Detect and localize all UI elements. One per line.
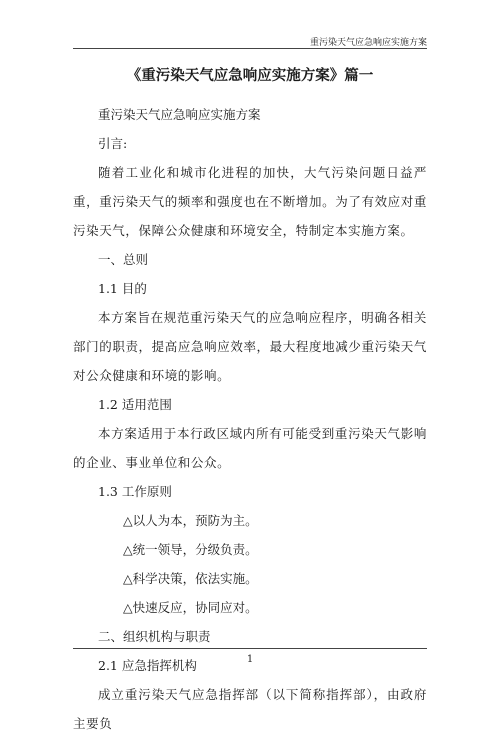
- paragraph-purpose: 本方案旨在规范重污染天气的应急响应程序，明确各相关部门的职责，提高应急响应效率，最大程度地减少重污染天气对公众健康和环境的影响。: [73, 310, 427, 383]
- section-heading-general: 一、总则: [98, 252, 149, 267]
- header-divider: [73, 48, 427, 49]
- principle-item: △科学决策，依法实施。: [123, 571, 258, 586]
- document-title: 《重污染天气应急响应实施方案》篇一: [126, 68, 374, 84]
- subsection-heading-purpose: 1.1 目的: [98, 281, 147, 296]
- subsection-heading-principles: 1.3 工作原则: [98, 484, 172, 499]
- subsection-heading-scope: 1.2 适用范围: [98, 397, 172, 412]
- document-body: [73, 62, 427, 738]
- document-subtitle: 重污染天气应急响应实施方案: [98, 107, 261, 122]
- intro-heading: 引言:: [98, 136, 128, 151]
- paragraph-scope: 本方案适用于本行政区域内所有可能受到重污染天气影响的企业、事业单位和公众。: [73, 426, 427, 470]
- intro-paragraph: 随着工业化和城市化进程的加快，大气污染问题日益严重，重污染天气的频率和强度也在不断增加。为了有效应对重污染天气，保障公众健康和环境安全，特制定本实施方案。: [73, 165, 427, 238]
- page-number: 1: [246, 654, 254, 665]
- subsection-heading-command: 2.1 应急指挥机构: [98, 658, 197, 673]
- principle-item: △快速反应，协同应对。: [123, 600, 258, 615]
- principle-item: △以人为本，预防为主。: [123, 513, 258, 528]
- principle-item: △统一领导，分级负责。: [123, 542, 258, 557]
- running-header: 重污染天气应急响应实施方案: [309, 38, 427, 48]
- paragraph-command: 成立重污染天气应急指挥部（以下简称指挥部），由政府主要负: [73, 687, 427, 731]
- footer-divider: [73, 648, 427, 649]
- section-heading-organization: 二、组织机构与职责: [98, 629, 211, 644]
